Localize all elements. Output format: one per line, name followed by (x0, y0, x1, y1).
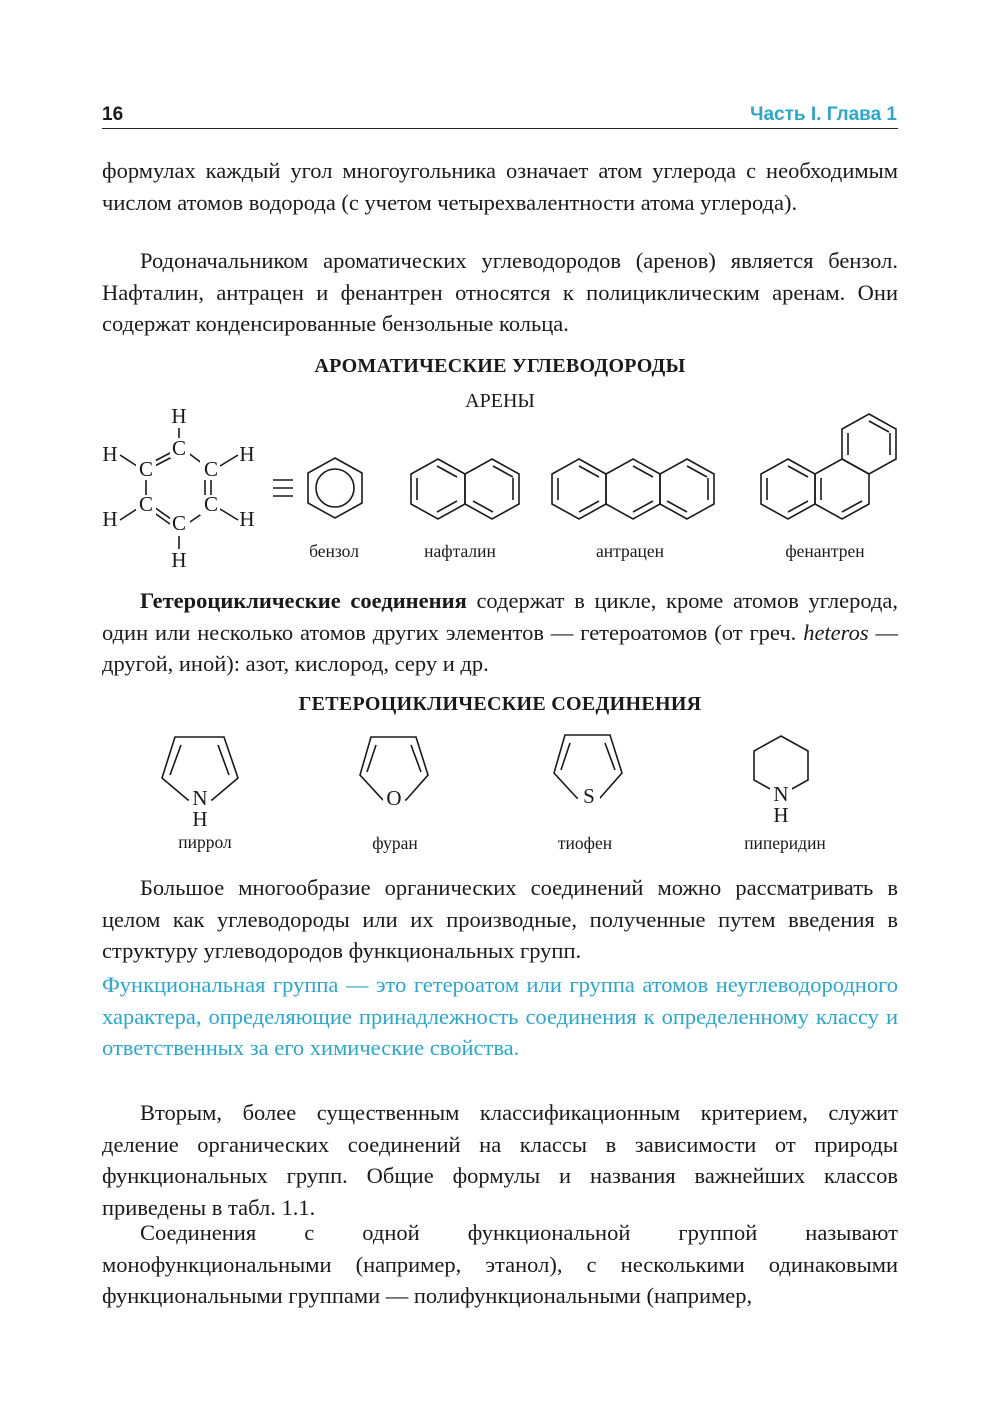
naphthalene-structure (411, 459, 519, 519)
atom-h-lower-left: H (102, 507, 118, 531)
paragraph-4: Вторым, более существенным классификационным критерием, служит деление органических соединений на классы в зависимости от природы функциональных групп. Общие формулы и названия важнейших классов приведены в табл. 1.1. (102, 1100, 898, 1220)
thiophene-atom-s: S (583, 784, 595, 808)
functional-group-definition: Функциональная группа — это гетероатом или группа атомов неуглеводородного характера, определяющие принадлежность соединения к определенному классу и ответственных за его химические свойства. (102, 972, 898, 1060)
atom-c-bottom: C (171, 511, 187, 535)
label-thiophene: тиофен (557, 833, 613, 853)
running-head: Часть I. Глава 1 (750, 104, 897, 125)
furan-atom-o: O (386, 786, 402, 810)
page-number: 16 (102, 104, 124, 125)
heterocyclic-heading: ГЕТЕРОЦИКЛИЧЕСКИЕ СОЕДИНЕНИЯ (298, 693, 702, 715)
label-phenanthrene: фенантрен (785, 541, 865, 561)
label-furan: фуран (372, 833, 418, 853)
piperidine-atom-n: N (773, 782, 789, 806)
atom-h-top: H (171, 404, 187, 428)
label-naphthalene: нафталин (424, 541, 496, 561)
atom-c-lower-left: C (138, 492, 154, 516)
aromatic-heading: АРОМАТИЧЕСКИЕ УГЛЕВОДОРОДЫ (314, 355, 686, 377)
phenanthrene-structure (761, 414, 896, 519)
atom-h-lower-right: H (239, 507, 255, 531)
pyrrole-atom-n: N (192, 786, 208, 810)
atom-h-upper-left: H (102, 442, 118, 466)
paragraph-1: формулах каждый угол многоугольника означает атом углерода с необходимым числом атомов водорода (с учетом четырехвалентности атома углерода). (102, 158, 898, 215)
label-benzene: бензол (309, 541, 359, 561)
atom-c-upper-right: C (203, 457, 219, 481)
atom-h-bottom: H (171, 548, 187, 572)
term-heterocyclic: Гетероциклические соединения (140, 588, 467, 613)
arenes-subheading: АРЕНЫ (465, 390, 535, 412)
pyrrole-atom-h: H (192, 807, 208, 831)
term-heteros: heteros (803, 619, 869, 645)
paragraph-heterocyclic-definition: Гетероциклические соединения содержат в цикле, кроме атомов углерода, один или несколько атомов других элементов — гетероатомов (от греч. heteros — другой, иной): азот, кислород, серу и др. (102, 588, 898, 676)
paragraph-2: Родоначальником ароматических углеводородов (аренов) является бензол. Нафталин, антрацен и фенантрен относятся к полициклическим аренам. Они содержат конденсированные бензольные кольца. (102, 248, 898, 336)
atom-h-upper-right: H (239, 442, 255, 466)
atom-c-lower-right: C (203, 492, 219, 516)
label-anthracene: антрацен (595, 541, 664, 561)
paragraph-3: Большое многообразие органических соединений можно рассматривать в целом как углеводороды или их производные, полученные путем введения в структуру углеводородов функциональных групп. (102, 875, 898, 963)
atom-c-upper-left: C (138, 457, 154, 481)
label-pyrrole: пиррол (178, 832, 232, 852)
benzene-structure (308, 458, 362, 518)
anthracene-structure (552, 459, 714, 519)
label-piperidine: пиперидин (744, 833, 826, 853)
piperidine-atom-h: H (773, 803, 789, 827)
paragraph-5: Соединения с одной функциональной группой называют монофункциональными (например, этанол), с несколькими одинаковыми функциональными группами — полифункциональными (например, (102, 1220, 898, 1308)
atom-c-top: C (171, 436, 187, 460)
